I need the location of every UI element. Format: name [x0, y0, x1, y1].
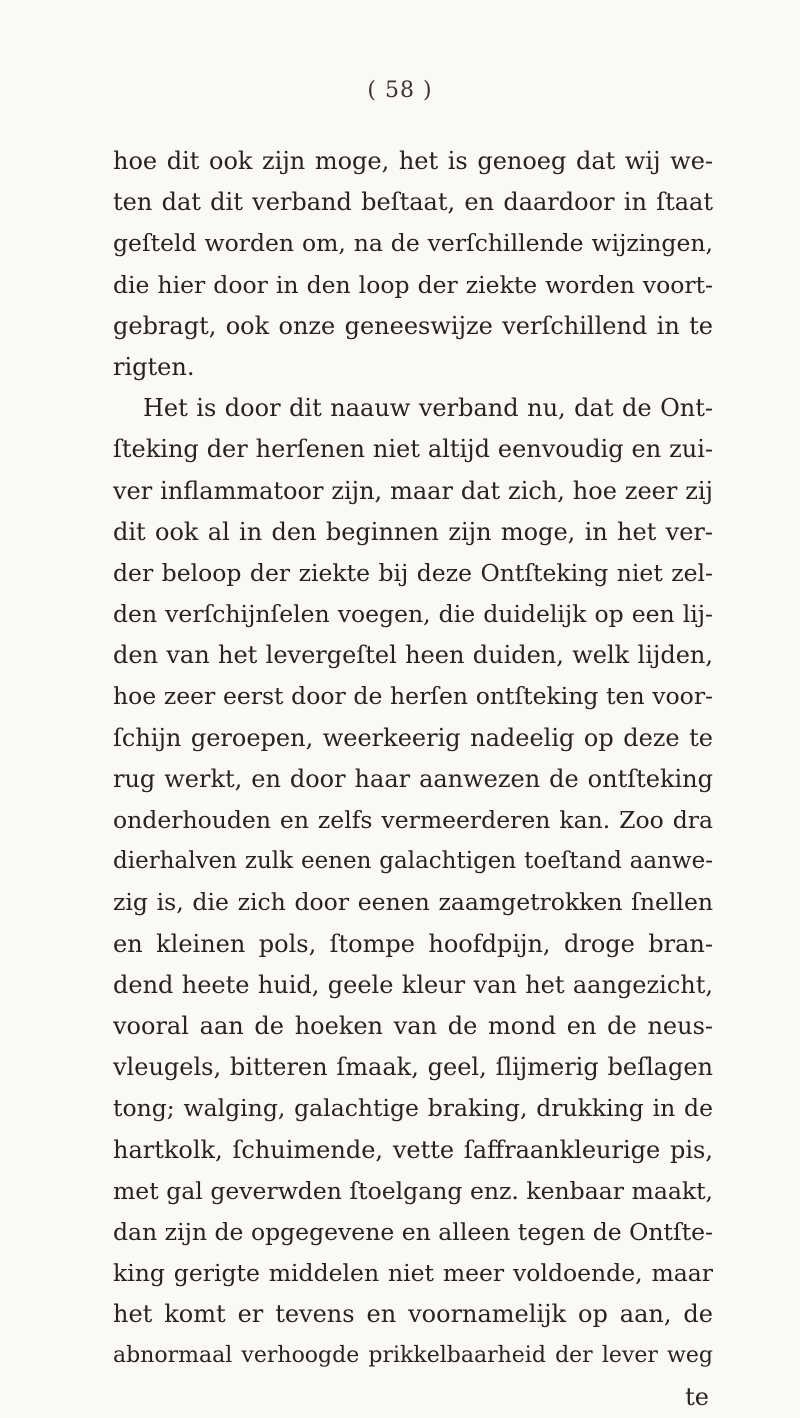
text-line: ten dat dit verband beſtaat, en daardoor in ſtaat [113, 188, 713, 217]
text-line: den verſchijnſelen voegen, die duidelijk op een lij- [113, 600, 713, 629]
text-line: ſchijn geroepen, weerkeerig nadeelig op deze te [113, 723, 713, 752]
text-line: ver inflammatoor zijn, maar dat zich, hoe zeer zij [113, 476, 713, 505]
text-line: dit ook al in den beginnen zijn moge, in het ver- [113, 517, 713, 546]
text-line: Het is door dit naauw verband nu, dat de Ont- [143, 394, 713, 423]
text-line: rigten. [113, 352, 195, 381]
text-line: ſteking der herſenen niet altijd eenvoudig en zui- [113, 435, 713, 464]
text-line: dierhalven zulk eenen galachtigen toeſtand aanwe- [113, 848, 713, 875]
text-line: vooral aan de hoeken van de mond en de neus- [113, 1011, 713, 1040]
catchword: te [685, 1382, 709, 1411]
text-line: geſteld worden om, na de verſchillende wijzingen, [113, 229, 713, 258]
text-line: den van het levergeſtel heen duiden, welk lijden, [113, 641, 713, 670]
text-line: abnormaal verhoogde prikkelbaarheid der lever weg [113, 1343, 713, 1369]
body-text [113, 141, 713, 1418]
text-line: die hier door in den loop der ziekte worden voort- [113, 270, 713, 299]
text-line: king gerigte middelen niet meer voldoende, maar [113, 1259, 713, 1288]
text-line: hartkolk, ſchuimende, vette ſaffraankleurige pis, [113, 1135, 713, 1164]
text-line: en kleinen pols, ſtompe hoofdpijn, droge bran- [113, 929, 713, 958]
text-line: dend heete huid, geele kleur van het aangezicht, [113, 970, 713, 999]
text-line: met gal geverwden ſtoelgang enz. kenbaar maakt, [113, 1176, 713, 1205]
text-line: het komt er tevens en voornamelijk op aan, de [113, 1300, 713, 1329]
text-line: gebragt, ook onze geneeswijze verſchillend in te [113, 311, 713, 340]
page-number: ( 58 ) [367, 78, 433, 103]
text-line: tong; walging, galachtige braking, drukking in de [113, 1094, 713, 1123]
text-line: dan zijn de opgegevene en alleen tegen de Ontſte- [113, 1217, 713, 1246]
text-line: der beloop der ziekte bij deze Ontſteking niet zel- [113, 558, 713, 587]
text-line: rug werkt, en door haar aanwezen de ontſteking [113, 764, 713, 793]
text-line: hoe dit ook zijn moge, het is genoeg dat wij we- [113, 147, 713, 175]
text-line: onderhouden en zelfs vermeerderen kan. Zoo dra [113, 806, 713, 834]
text-line: hoe zeer eerst door de herſen ontſteking ten voor- [113, 682, 713, 711]
text-line: vleugels, bitteren ſmaak, geel, ſlijmerig beſlagen [113, 1053, 713, 1082]
text-line: zig is, die zich door eenen zaamgetrokken ſnellen [113, 888, 713, 917]
